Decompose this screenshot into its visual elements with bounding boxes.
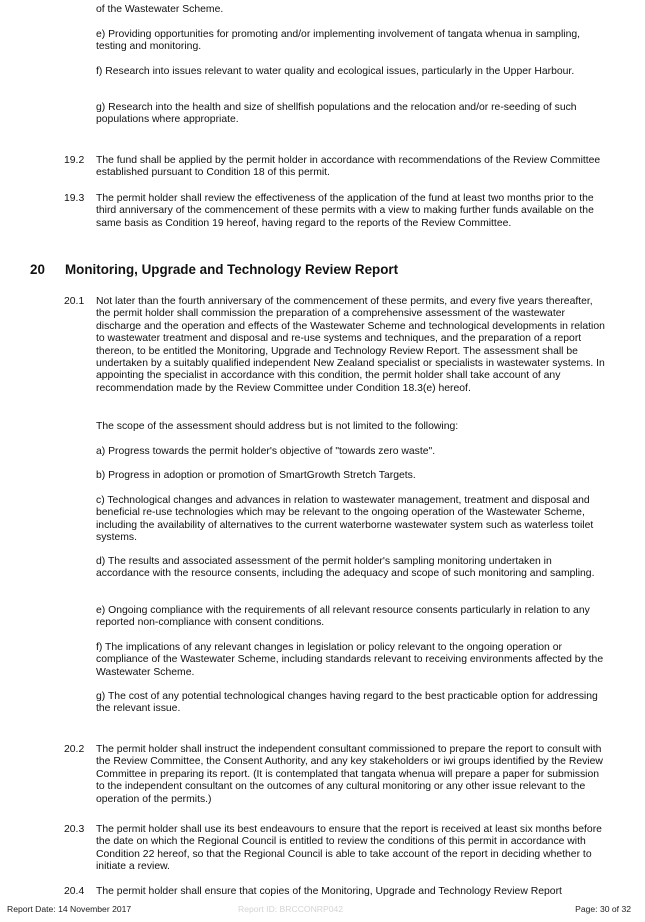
clause-text: The permit holder shall instruct the independent consultant commissioned to prepare the report to consult with the Review Committee, the Consent Authority, and any key stakeholders or iwi groups identified by the Review Committee in preparing its report. (It is contemplated that tangata whenua will prepare a paper for submission to the independent consultant on the outcomes of any cultural monitoring or any other issue relevant to the operation of the permits.) [96, 744, 603, 805]
clause-text: The permit holder shall ensure that copies of the Monitoring, Upgrade and Technology Review Report [96, 886, 562, 897]
clause-number: 19.2 [64, 155, 85, 166]
section-title: Monitoring, Upgrade and Technology Review Report [65, 262, 399, 277]
clause-number: 20.1 [64, 296, 85, 307]
clause-text: The permit holder shall review the effectiveness of the application of the fund at least two months prior to the third anniversary of the commencement of these permits with a view to making further funds available on the same basis as Condition 19 hereof, having regard to the reports of the Review Committee. [96, 193, 594, 229]
section-number: 20 [30, 262, 45, 277]
clause-text: The fund shall be applied by the permit holder in accordance with recommendations of the Review Committee established pursuant to Condition 18 of this permit. [96, 155, 601, 179]
clause-number: 20.4 [64, 886, 85, 897]
scope-item-c: c) Technological changes and advances in relation to wastewater management, treatment and disposal and beneficial re-use technologies which may be relevant to the ongoing operation of the Wastewater Scheme, including the availability of alternatives to the current waterborne wastewater system such as waterless toilet systems. [96, 495, 594, 544]
scope-item-b: b) Progress in adoption or promotion of SmartGrowth Stretch Targets. [96, 470, 416, 481]
clause-number: 19.3 [64, 193, 85, 204]
scope-intro: The scope of the assessment should address but is not limited to the following: [96, 421, 459, 432]
footer-report-date: Report Date: 14 November 2017 [7, 904, 132, 914]
scope-item-g: g) The cost of any potential technological changes having regard to the best practicable option for addressing the relevant issue. [96, 691, 598, 715]
list-item-g: g) Research into the health and size of shellfish populations and the relocation and/or re-seeding of such populations where appropriate. [96, 102, 577, 126]
clause-number: 20.3 [64, 824, 85, 835]
list-item-f: f) Research into issues relevant to water quality and ecological issues, particularly in the Upper Harbour. [96, 66, 575, 77]
scope-item-f: f) The implications of any relevant changes in legislation or policy relevant to the ongoing operation or compliance of the Wastewater Scheme, including standards relevant to receiving environments affected by the Wastewater Scheme. [96, 642, 604, 678]
list-item-e: e) Providing opportunities for promoting and/or implementing involvement of tangata whenua in sampling, testing and monitoring. [96, 29, 581, 53]
clause-text: Not later than the fourth anniversary of the commencement of these permits, and every five years thereafter, the permit holder shall commission the preparation of a comprehensive assessment of the wastewater discharge and the operation and effects of the Wastewater Scheme and technological developments in relation to wastewater treatment and disposal and re-use systems and techniques, and the preparation of a report thereon, to be entitled the Monitoring, Upgrade and Technology Review Report. The assessment shall be undertaken by a suitably qualified independent New Zealand specialist or specialists in wastewater systems. In appointing the specialist in accordance with this condition, the permit holder shall take account of any recommendation made by the Review Committee under Condition 18.3(e) hereof. [96, 296, 605, 394]
scope-item-d: d) The results and associated assessment of the permit holder's sampling monitoring undertaken in accordance with the resource consents, including the adequacy and scope of such monitoring and sampling. [96, 556, 595, 580]
scope-item-e: e) Ongoing compliance with the requirements of all relevant resource consents particularly in relation to any reported non-compliance with consent conditions. [96, 605, 590, 629]
footer-report-id: Report ID: BRCCONRP042 [238, 904, 344, 914]
clause-text: The permit holder shall use its best endeavours to ensure that the report is received at least six months before the date on which the Regional Council is entitled to review the conditions of this permit in accordance with Condition 22 hereof, so that the Regional Council is able to take account of the report in deciding whether to initiate a review. [96, 824, 602, 873]
scope-item-a: a) Progress towards the permit holder's objective of "towards zero waste". [96, 446, 436, 457]
clause-number: 20.2 [64, 744, 85, 755]
footer-page-number: Page: 30 of 32 [575, 904, 631, 914]
continued-text: of the Wastewater Scheme. [96, 4, 224, 15]
